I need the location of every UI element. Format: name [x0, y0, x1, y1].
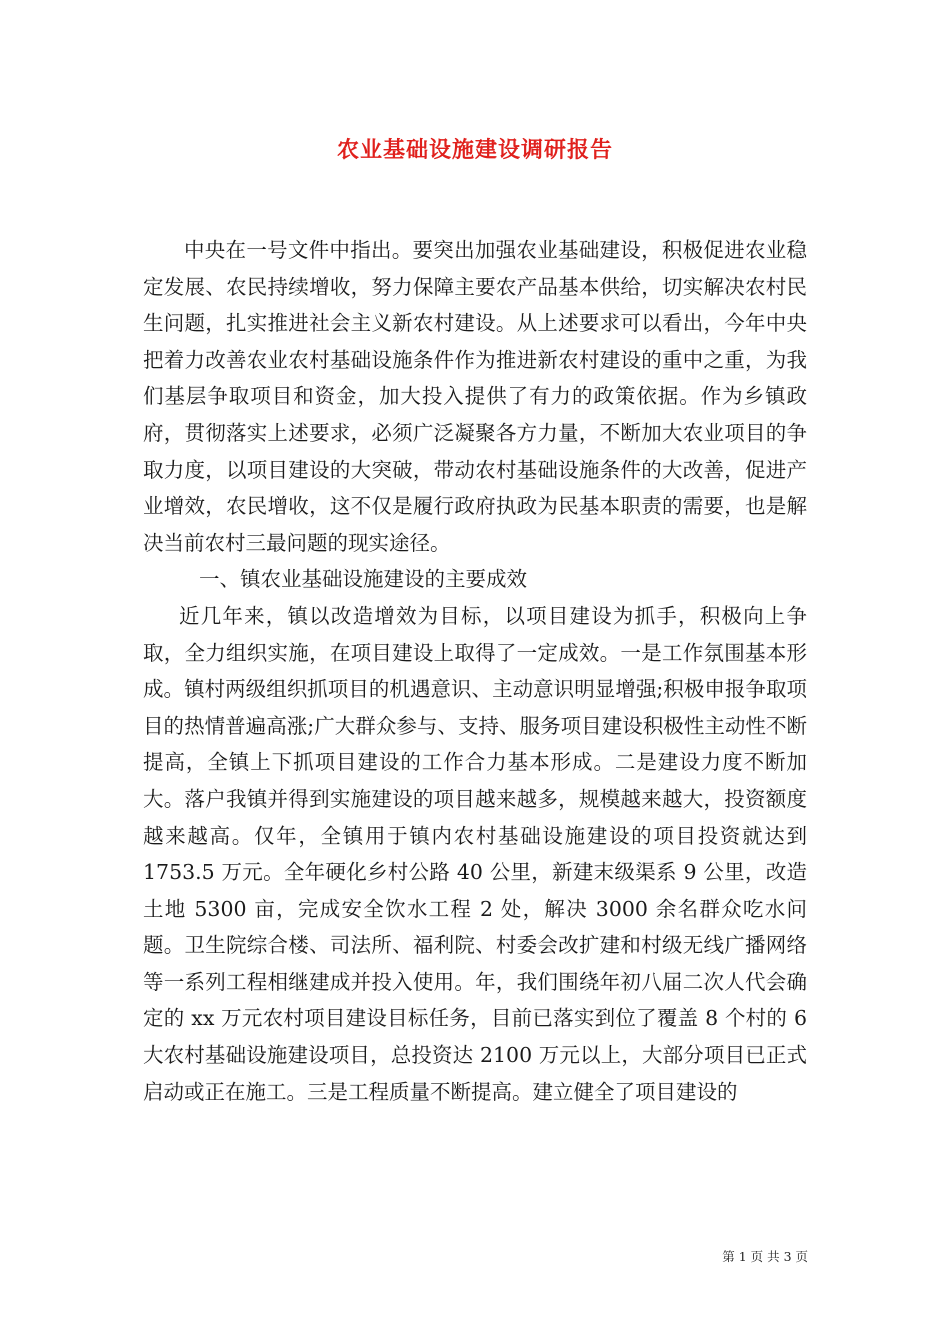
document-body — [143, 232, 807, 1110]
intro-paragraph: 中央在一号文件中指出。要突出加强农业基础建设，积极促进农业稳定发展、农民持续增收，努力保障主要农产品基本供给，切实解决农村民生问题，扎实推进社会主义新农村建设。从上述要求可以看出，今年中央把着力改善农业农村基础设施条件作为推进新农村建设的重中之重，为我们基层争取项目和资金，加大投入提供了有力的政策依据。作为乡镇政府，贯彻落实上述要求，必须广泛凝聚各方力量，不断加大农业项目的争取力度，以项目建设的大突破，带动农村基础设施条件的大改善，促进产业增效，农民增收，这不仅是履行政府执政为民基本职责的需要，也是解决当前农村三最问题的现实途径。 — [143, 238, 807, 555]
document-title: 农业基础设施建设调研报告 — [336, 137, 613, 163]
page-number: 第 1 页 共 3 页 — [722, 1249, 808, 1264]
section-heading: 一、镇农业基础设施建设的主要成效 — [199, 567, 527, 592]
section-paragraph: 近几年来，镇以改造增效为目标，以项目建设为抓手，积极向上争取，全力组织实施，在项目建设上取得了一定成效。一是工作氛围基本形成。镇村两级组织抓项目的机遇意识、主动意识明显增强;积极申报争取项目的热情普遍高涨;广大群众参与、支持、服务项目建设积极性主动性不断提高，全镇上下抓项目建设的工作合力基本形成。二是建设力度不断加大。落户我镇并得到实施建设的项目越来越多，规模越来越大，投资额度越来越高。仅年，全镇用于镇内农村基础设施建设的项目投资就达到 1753.5 万元。全年硬化乡村公路 40 公里，新建末级渠系 9 公里，改造土地 5300 亩，完成安全饮水工程 2 处，解决 3000 余名群众吃水问题。卫生院综合楼、司法所、福利院、村委会改扩建和村级无线广播网络等一系列工程相继建成并投入使用。年，我们围绕年初八届二次人代会确定的 xx 万元农村项目建设目标任务，目前已落实到位了覆盖 8 个村的 6 大农村基础设施建设项目，总投资达 2100 万元以上，大部分项目已正式启动或正在施工。三是工程质量不断提高。建立健全了项目建设的 — [143, 603, 807, 1104]
